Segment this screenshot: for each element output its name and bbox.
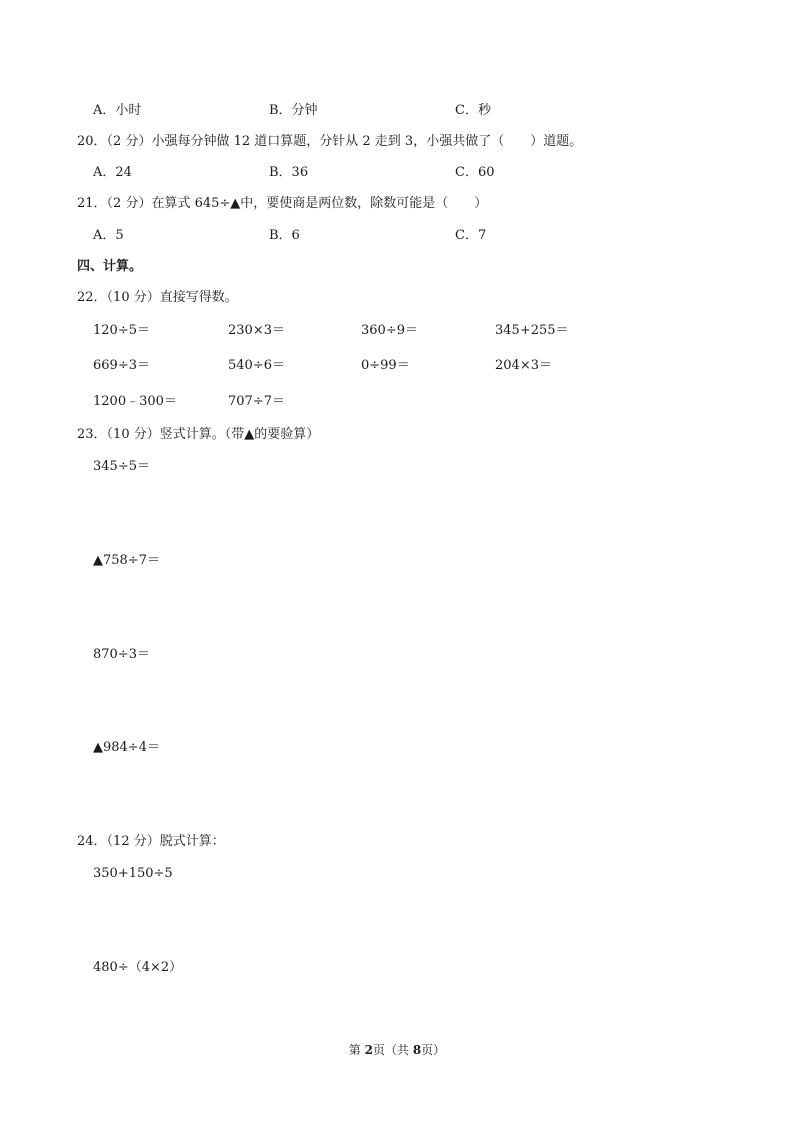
- q23-stem: 23．（10 分）竖式计算。（带▲的要验算）: [77, 427, 320, 442]
- footer-suffix: 页）: [421, 1043, 446, 1057]
- q23-item: ▲984÷4＝: [93, 740, 160, 755]
- q23-item: 870÷3＝: [93, 647, 150, 662]
- q22-item: 230×3＝: [228, 323, 285, 338]
- q19-option-a: A．小时: [93, 103, 142, 118]
- section-heading: 四、计算。: [77, 259, 143, 274]
- q24-stem: 24．（12 分）脱式计算：: [77, 834, 225, 849]
- q20-option-a: A．24: [93, 165, 132, 180]
- q21-option-a: A．5: [93, 228, 124, 243]
- q20-option-b: B．36: [269, 165, 309, 180]
- q19-option-c: C．秒: [455, 103, 491, 118]
- q22-item: 360÷9＝: [361, 323, 418, 338]
- q24-item: 480÷（4×2）: [93, 960, 183, 975]
- q21-stem: 21．（2 分）在算式 645÷▲中，要使商是两位数，除数可能是（ ）: [77, 196, 488, 211]
- q24-item: 350+150÷5: [93, 866, 173, 881]
- q22-item: 707÷7＝: [228, 394, 285, 409]
- q20-option-c: C．60: [455, 165, 495, 180]
- q22-stem: 22．（10 分）直接写得数。: [77, 290, 238, 305]
- footer-page-number: 2: [364, 1043, 373, 1057]
- footer-prefix: 第: [348, 1043, 365, 1057]
- page-footer: [0, 1044, 794, 1056]
- q19-option-b: B．分钟: [269, 103, 318, 118]
- q22-item: 120÷5＝: [93, 323, 150, 338]
- footer-total-pages: 8: [412, 1043, 422, 1057]
- footer-middle: 页（共: [372, 1043, 413, 1057]
- q22-item: 540÷6＝: [228, 358, 285, 373]
- q22-item: 669÷3＝: [93, 358, 150, 373]
- q22-item: 1200﹣300＝: [93, 394, 177, 409]
- q23-item: ▲758÷7＝: [93, 553, 160, 568]
- q21-option-c: C．7: [455, 228, 487, 243]
- q20-stem: 20．（2 分）小强每分钟做 12 道口算题，分针从 2 走到 3，小强共做了（ ）道题。: [77, 134, 583, 149]
- q21-option-b: B．6: [269, 228, 300, 243]
- q22-item: 345+255＝: [495, 323, 569, 338]
- q23-item: 345÷5＝: [93, 459, 150, 474]
- q22-item: 0÷99＝: [361, 358, 410, 373]
- q22-item: 204×3＝: [495, 358, 552, 373]
